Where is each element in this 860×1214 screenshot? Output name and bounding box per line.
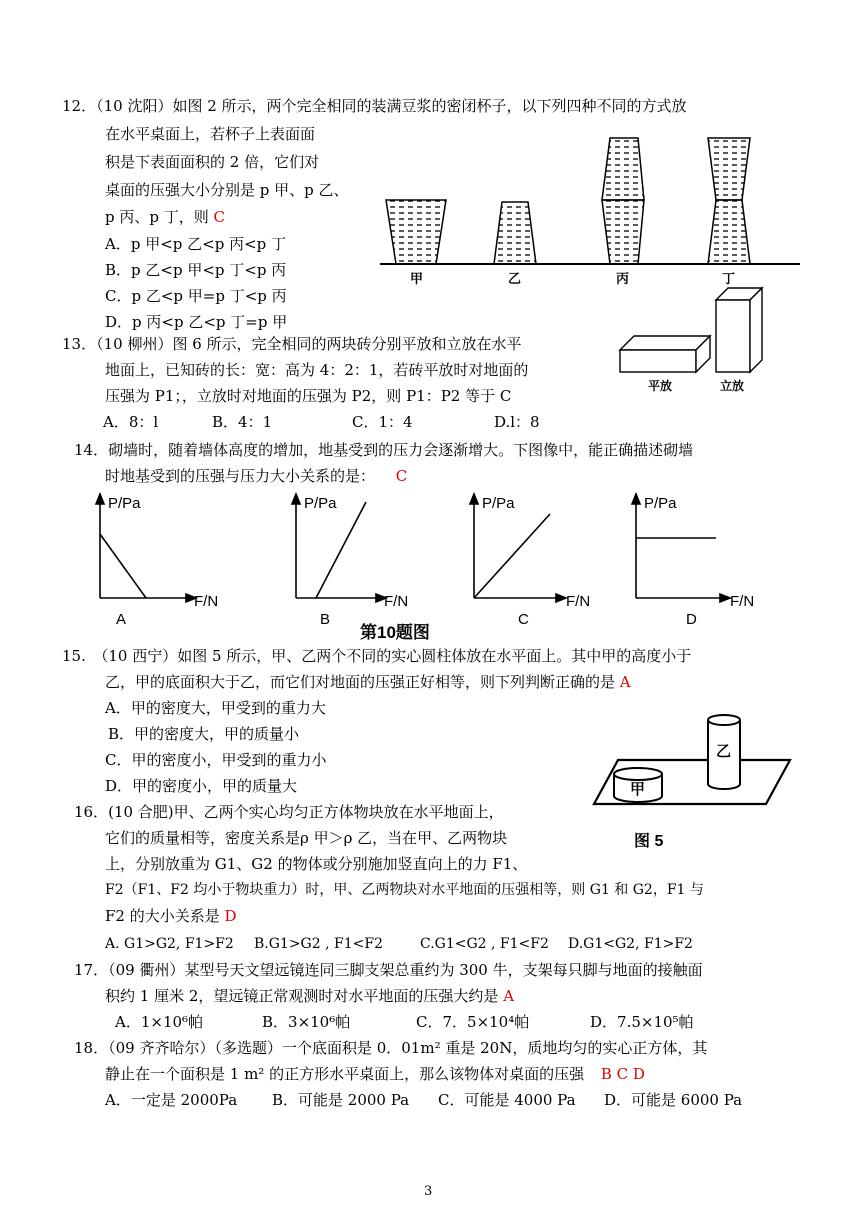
q12-line-5: p 丙、p 丁，则 (105, 208, 209, 226)
q14-line-1: 14．砌墙时，随着墙体高度的增加，地基受到的压力会逐渐增大。下图像中，能正确描述砌墙 (74, 441, 694, 459)
q18-option-b: B．可能是 2000 Pa (272, 1091, 410, 1109)
q12-option-d: D．p 丙<p 乙<p 丁=p 甲 (105, 313, 288, 331)
q17-option-c: C．7．5×10⁴帕 (416, 1013, 530, 1031)
q17-option-d: D．7.5×10⁵帕 (590, 1013, 694, 1031)
q17-line-2: 积约 1 厘米 2，望远镜正常观测时对水平地面的压强大约是 (105, 987, 499, 1005)
cup-label-yi: 乙 (508, 271, 522, 286)
q15-cylinders-figure (590, 708, 810, 858)
q15-answer: A (619, 673, 631, 691)
q12-line-3: 积是下表面面积的 2 倍，它们对 (105, 153, 320, 171)
q16-line-3: 上，分别放重为 G1、G2 的物体或分别施加竖直向上的力 F1、 (105, 855, 528, 873)
q16-line-4: F2（F1、F2 均小于物块重力）时，甲、乙两物块对水平地面的压强相等，则 G1 和 G2，F1 与 (105, 882, 704, 898)
cup-ding (708, 138, 750, 200)
q15-line-1: 15. （10 西宁）如图 5 所示，甲、乙两个不同的实心圆柱体放在水平面上。其中甲的高度小于 (62, 647, 692, 665)
cup-label-bing: 丙 (616, 271, 630, 286)
q16-line-1: 16．(10 合肥)甲、乙两个实心均匀正方体物块放在水平地面上， (74, 803, 504, 821)
cup-bing (602, 138, 644, 200)
q12-line-1: 12．（10 沈阳）如图 2 所示，两个完全相同的装满豆浆的密闭杯子，以下列四种不同的方式放 (62, 97, 687, 115)
q14-line-2-wrap (105, 466, 407, 486)
graph-b-letter: B (320, 611, 331, 628)
q17-line-2-wrap (105, 986, 514, 1006)
q18-option-d: D．可能是 6000 Pa (604, 1091, 743, 1109)
brick-label-flat: 平放 (648, 379, 673, 393)
graph-b-xlabel: F/N (384, 593, 409, 610)
q13-option-b: B．4：1 (212, 413, 273, 431)
q12-option-c: C．p 乙<p 甲=p 丁<p 丙 (105, 287, 287, 305)
q12-answer: C (213, 208, 226, 226)
cylinder-label-yi: 乙 (716, 743, 732, 760)
graph-a-xlabel: F/N (194, 593, 219, 610)
cup-jia (386, 200, 446, 264)
q13-line-3: 压强为 P1；，立放时对地面的压强为 P2，则 P1：P2 等于 C (105, 387, 512, 405)
q18-option-a: A．一定是 2000Pa (105, 1091, 238, 1109)
q16-line-2: 它们的质量相等，密度关系是ρ 甲＞ρ 乙，当在甲、乙两物块 (105, 829, 508, 847)
q13-line-1: 13．（10 柳州）图 6 所示，完全相同的两块砖分别平放和立放在水平 (62, 335, 522, 353)
q12-line-4: 桌面的压强大小分别是 p 甲、p 乙、 (105, 181, 349, 199)
q18-answer: B C D (600, 1065, 645, 1083)
figure-5-caption: 图 5 (634, 833, 664, 850)
q17-answer: A (503, 987, 515, 1005)
q18-line-2-wrap (105, 1064, 645, 1084)
cup-label-jia: 甲 (410, 271, 424, 286)
graph-c-ylabel: P/Pa (482, 495, 515, 512)
page-number: 3 (424, 1184, 433, 1199)
q12-line-2: 在水平桌面上，若杯子上表面面 (105, 125, 316, 143)
q15-line-2: 乙，甲的底面积大于乙，而它们对地面的压强正好相等，则下列判断正确的是 (105, 673, 616, 691)
cylinder-label-jia: 甲 (630, 781, 646, 798)
graph-a-letter: A (116, 611, 127, 628)
q13-line-2: 地面上，已知砖的长：宽：高为 4：2：1，若砖平放时对地面的 (105, 361, 529, 379)
q15-option-a: A．甲的密度大，甲受到的重力大 (105, 699, 326, 717)
graph-c-letter: C (518, 611, 529, 628)
graph-d-xlabel: F/N (730, 593, 755, 610)
graph-b-ylabel: P/Pa (304, 495, 337, 512)
q17-line-1: 17．（09 衢州）某型号天文望远镜连同三脚支架总重约为 300 牛，支架每只脚与地面的接触面 (74, 961, 703, 979)
q14-graphs (90, 486, 780, 642)
graph-d-ylabel: P/Pa (644, 495, 677, 512)
q12-option-a: A．p 甲<p 乙<p 丙<p 丁 (105, 235, 287, 253)
cup-label-ding: 丁 (722, 271, 736, 286)
q16-option-d: D.G1<G2, F1>F2 (568, 936, 693, 952)
q15-option-b: B．甲的密度大，甲的质量小 (108, 725, 300, 743)
q15-option-c: C．甲的密度小，甲受到的重力小 (105, 751, 327, 769)
q13-bricks-figure (612, 286, 792, 398)
q12-line-5-wrap (105, 207, 225, 227)
q15-line-2-wrap (105, 672, 631, 692)
q12-cups-figure (380, 132, 800, 292)
q16-option-a: A. G1>G2, F1>F2 (105, 936, 234, 952)
graph-a-ylabel: P/Pa (108, 495, 141, 512)
q13-option-d: D.l：8 (494, 413, 540, 431)
q18-option-c: C．可能是 4000 Pa (438, 1091, 576, 1109)
q14-answer: C (395, 467, 408, 485)
q18-line-1: 18．（09 齐齐哈尔）（多选题）一个底面积是 0．01m² 重是 20N，质地均匀的实心正方体，其 (74, 1039, 708, 1057)
q14-line-2: 时地基受到的压强与压力大小关系的是： (105, 467, 376, 485)
q17-option-a: A．1×10⁶帕 (115, 1013, 204, 1031)
q15-option-d: D．甲的密度小，甲的质量大 (105, 777, 298, 795)
q16-line-5: F2 的大小关系是 (105, 907, 220, 925)
q16-answer: D (224, 907, 237, 925)
q13-option-c: C．1：4 (352, 413, 413, 431)
q16-option-c: C.G1<G2 , F1<F2 (420, 936, 549, 952)
q17-option-b: B．3×10⁶帕 (262, 1013, 351, 1031)
graph-c-xlabel: F/N (566, 593, 591, 610)
q18-line-2: 静止在一个面积是 1 m² 的正方形水平桌面上，那么该物体对桌面的压强 (105, 1065, 585, 1083)
cup-yi (494, 202, 536, 264)
q16-option-b: B.G1>G2 , F1<F2 (254, 936, 383, 952)
q13-option-a: A．8：l (103, 413, 159, 431)
q16-line-5-wrap (105, 906, 237, 926)
q12-option-b: B．p 乙<p 甲<p 丁<p 丙 (105, 261, 287, 279)
graph-d-letter: D (686, 611, 697, 628)
brick-label-stand: 立放 (720, 379, 745, 393)
graph-caption: 第10题图 (360, 623, 430, 642)
